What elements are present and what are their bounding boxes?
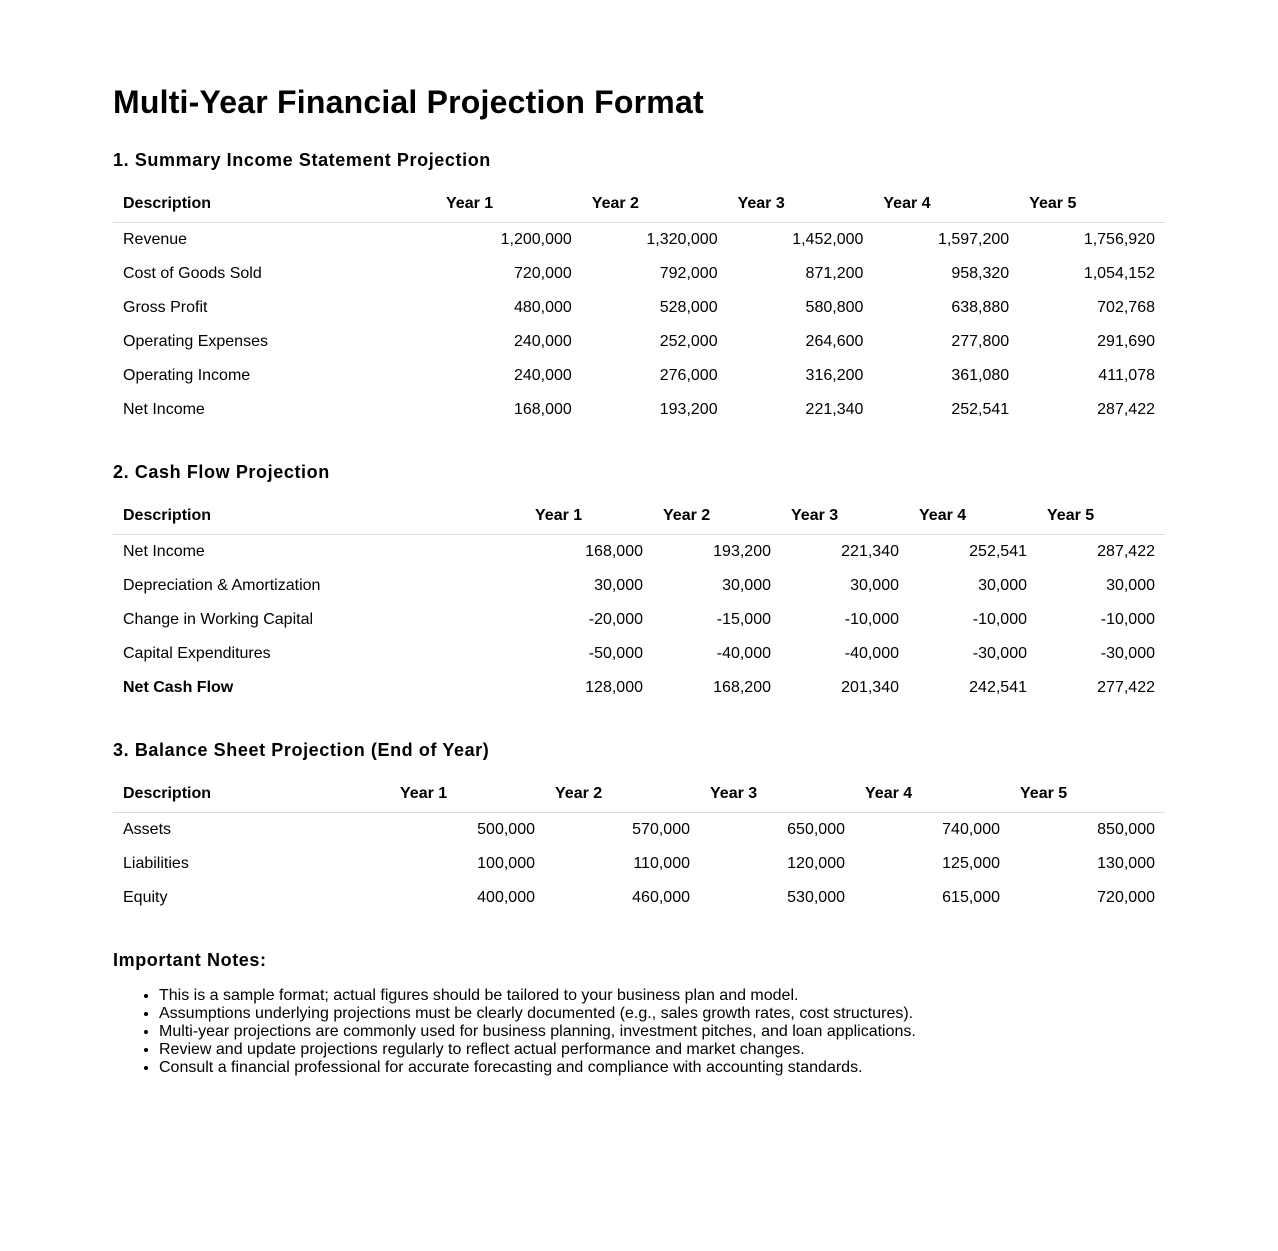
table-row [113, 359, 1165, 393]
table-cell: 168,000 [513, 401, 572, 418]
total-row [113, 671, 1165, 705]
table-cell: 528,000 [659, 299, 718, 316]
table-cell: 252,000 [659, 333, 718, 350]
income-statement-heading: 1. Summary Income Statement Projection [113, 150, 491, 170]
table-cell: 291,690 [1097, 333, 1155, 350]
row-label: Liabilities [123, 855, 189, 872]
table-cell: 240,000 [513, 333, 572, 350]
table-cell: 128,000 [585, 679, 643, 696]
row-label: Net Income [123, 543, 205, 560]
table-cell: 702,768 [1097, 299, 1155, 316]
row-label: Gross Profit [123, 299, 208, 316]
table-cell: 264,600 [805, 333, 864, 350]
column-header: Year 2 [582, 186, 728, 223]
cash-flow-table [113, 498, 1165, 705]
row-label: Assets [123, 821, 172, 838]
table-row [113, 569, 1165, 603]
table-header-row [113, 186, 1165, 223]
table-cell: 242,541 [969, 679, 1027, 696]
income-statement-table [113, 186, 1165, 427]
table-cell: 193,200 [659, 401, 718, 418]
column-header: Year 1 [390, 776, 545, 813]
column-header: Year 5 [1010, 776, 1165, 813]
balance-sheet-heading: 3. Balance Sheet Projection (End of Year) [113, 740, 490, 760]
table-cell: 650,000 [787, 821, 845, 838]
table-cell: 530,000 [787, 889, 845, 906]
table-cell: 287,422 [1097, 401, 1155, 418]
table-cell: 500,000 [477, 821, 535, 838]
table-cell: 130,000 [1097, 855, 1155, 872]
table-cell: 1,200,000 [500, 231, 572, 248]
table-cell: 30,000 [722, 577, 771, 594]
table-cell: 638,880 [951, 299, 1010, 316]
table-cell: 792,000 [659, 265, 718, 282]
column-header: Year 5 [1037, 498, 1165, 535]
table-row [113, 603, 1165, 637]
table-cell: -10,000 [844, 611, 899, 628]
column-header: Year 1 [525, 498, 653, 535]
table-cell: 287,422 [1097, 543, 1155, 560]
row-label: Net Income [123, 401, 205, 418]
table-cell: 570,000 [632, 821, 690, 838]
table-cell: 30,000 [594, 577, 643, 594]
row-label: Capital Expenditures [123, 645, 271, 662]
table-cell: -50,000 [588, 645, 643, 662]
table-cell: 252,541 [969, 543, 1027, 560]
table-row [113, 325, 1165, 359]
table-cell: 1,597,200 [938, 231, 1010, 248]
table-cell: 168,200 [713, 679, 771, 696]
row-label: Revenue [123, 231, 188, 248]
table-cell: 1,756,920 [1083, 231, 1155, 248]
row-label: Operating Income [123, 367, 251, 384]
table-cell: 276,000 [659, 367, 718, 384]
table-row [113, 881, 1165, 915]
table-header-row [113, 498, 1165, 535]
table-cell: -10,000 [1100, 611, 1155, 628]
column-header: Year 5 [1019, 186, 1165, 223]
table-cell: 1,452,000 [792, 231, 864, 248]
table-cell: 168,000 [585, 543, 643, 560]
table-row [113, 535, 1165, 570]
table-cell: 110,000 [633, 855, 690, 872]
table-cell: -30,000 [1100, 645, 1155, 662]
page-title: Multi-Year Financial Projection Format [113, 84, 704, 120]
column-header: Year 1 [436, 186, 582, 223]
table-cell: 201,340 [841, 679, 899, 696]
row-label: Operating Expenses [123, 333, 268, 350]
list-item: • Review and update projections regularly to reflect actual performance and market changes. [159, 1041, 1165, 1059]
table-cell: 316,200 [805, 367, 864, 384]
row-label: Net Cash Flow [123, 679, 234, 696]
table-cell: 252,541 [951, 401, 1010, 418]
list-item: • This is a sample format; actual figures should be tailored to your business plan and model. [159, 987, 1165, 1005]
list-item: • Consult a financial professional for accurate forecasting and compliance with accounting standards. [159, 1059, 1165, 1077]
table-cell: 100,000 [477, 855, 535, 872]
table-cell: 400,000 [477, 889, 535, 906]
table-cell: 240,000 [513, 367, 572, 384]
table-cell: 30,000 [1106, 577, 1155, 594]
table-cell: 1,054,152 [1083, 265, 1155, 282]
table-row [113, 393, 1165, 427]
table-cell: 958,320 [951, 265, 1010, 282]
table-cell: -10,000 [972, 611, 1027, 628]
column-header: Description [113, 498, 525, 535]
table-header-row [113, 776, 1165, 813]
table-cell: 277,422 [1097, 679, 1155, 696]
table-cell: -40,000 [844, 645, 899, 662]
table-cell: 480,000 [513, 299, 572, 316]
row-label: Equity [123, 889, 168, 906]
column-header: Year 3 [781, 498, 909, 535]
list-item: • Assumptions underlying projections must be clearly documented (e.g., sales growth rates, cost structures). [159, 1005, 1165, 1023]
column-header: Year 2 [653, 498, 781, 535]
row-label: Cost of Goods Sold [123, 265, 262, 282]
table-cell: 221,340 [805, 401, 864, 418]
table-row [113, 257, 1165, 291]
table-cell: 740,000 [942, 821, 1000, 838]
table-cell: 193,200 [713, 543, 771, 560]
column-header: Year 2 [545, 776, 700, 813]
table-cell: 125,000 [942, 855, 1000, 872]
table-cell: 1,320,000 [646, 231, 718, 248]
row-label: Change in Working Capital [123, 611, 314, 628]
table-row [113, 637, 1165, 671]
table-cell: 720,000 [513, 265, 572, 282]
table-cell: -40,000 [716, 645, 771, 662]
table-cell: 277,800 [951, 333, 1010, 350]
table-cell: 221,340 [841, 543, 899, 560]
table-cell: 460,000 [632, 889, 690, 906]
table-cell: -15,000 [716, 611, 771, 628]
table-row [113, 813, 1165, 848]
table-row [113, 223, 1165, 258]
table-cell: 580,800 [805, 299, 864, 316]
table-cell: 720,000 [1097, 889, 1155, 906]
row-label: Depreciation & Amortization [123, 577, 321, 594]
column-header: Year 3 [728, 186, 874, 223]
column-header: Year 4 [855, 776, 1010, 813]
cash-flow-heading: 2. Cash Flow Projection [113, 462, 330, 482]
table-cell: 120,000 [787, 855, 845, 872]
column-header: Year 3 [700, 776, 855, 813]
table-cell: 615,000 [942, 889, 1000, 906]
notes-heading: Important Notes: [113, 950, 267, 970]
table-cell: -20,000 [588, 611, 643, 628]
table-cell: 30,000 [978, 577, 1027, 594]
table-cell: 411,078 [1098, 367, 1155, 384]
table-cell: 30,000 [850, 577, 899, 594]
table-row [113, 291, 1165, 325]
table-cell: -30,000 [972, 645, 1027, 662]
column-header: Year 4 [873, 186, 1019, 223]
column-header: Description [113, 186, 436, 223]
balance-sheet-table [113, 776, 1165, 915]
table-cell: 871,200 [805, 265, 864, 282]
table-cell: 361,080 [951, 367, 1010, 384]
column-header: Year 4 [909, 498, 1037, 535]
notes-list [113, 987, 1165, 1077]
table-row [113, 847, 1165, 881]
list-item: • Multi-year projections are commonly used for business planning, investment pitches, and loan applications. [159, 1023, 1165, 1041]
table-cell: 850,000 [1097, 821, 1155, 838]
document-content [113, 84, 1165, 1077]
column-header: Description [113, 776, 390, 813]
